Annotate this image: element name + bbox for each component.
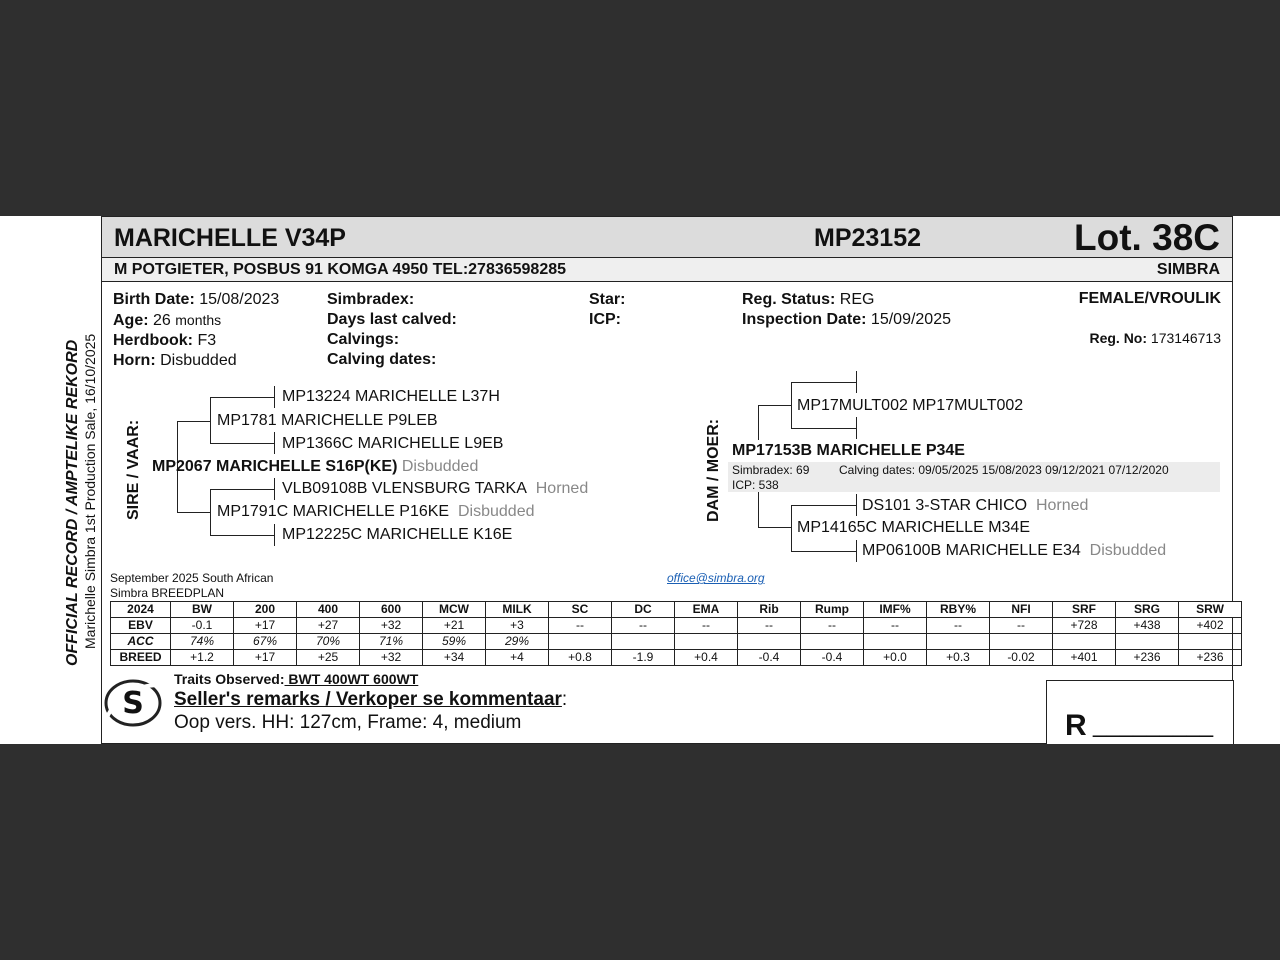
details-col-2 xyxy=(327,290,457,370)
bottom-border xyxy=(101,743,1047,744)
ebv-cell: 74% xyxy=(171,634,234,650)
ebv-cell xyxy=(1179,634,1242,650)
ebv-cell: +0.8 xyxy=(549,650,612,666)
ebv-cell: +236 xyxy=(1179,650,1242,666)
sire-dam-row xyxy=(217,503,535,521)
ebv-column-header: DC xyxy=(612,602,675,618)
ebv-row xyxy=(111,634,1242,650)
official-record-title: OFFICIAL RECORD / AMPTELIKE REKORD xyxy=(64,339,81,666)
ebv-cell: -- xyxy=(927,618,990,634)
reg-no-label: Reg. No: xyxy=(1089,330,1148,346)
ebv-cell xyxy=(549,634,612,650)
ebv-cell: 59% xyxy=(423,634,486,650)
ebv-cell: +25 xyxy=(297,650,360,666)
ebv-header-row xyxy=(111,602,1242,618)
breedplan-line-2: Simbra BREEDPLAN xyxy=(110,586,225,600)
price-box xyxy=(1046,680,1234,744)
dam-grandsire-4-horn: Disbudded xyxy=(1089,542,1167,559)
ebv-cell: +401 xyxy=(1053,650,1116,666)
dam-tree-line xyxy=(791,428,857,429)
sire-tree-line xyxy=(177,421,211,422)
ebv-cell: +0.4 xyxy=(675,650,738,666)
ebv-cell: +0.0 xyxy=(864,650,927,666)
ebv-column-header: SRG xyxy=(1116,602,1179,618)
ebv-cell xyxy=(612,634,675,650)
ebv-cell: +17 xyxy=(234,618,297,634)
simbra-logo xyxy=(102,675,164,731)
ebv-cell: -0.4 xyxy=(738,650,801,666)
dam-info-box xyxy=(728,462,1220,492)
sire-dam: MP1791C MARICHELLE P16KE xyxy=(217,503,450,520)
ebv-cell: -0.02 xyxy=(990,650,1053,666)
reg-no xyxy=(1089,330,1221,346)
ebv-row-label: EBV xyxy=(111,618,171,634)
ebv-column-header: BW xyxy=(171,602,234,618)
horn-label: Horn: xyxy=(113,352,156,369)
sire-label: SIRE / VAAR: xyxy=(125,419,142,520)
price-blank-line[interactable]: _________ xyxy=(1093,711,1214,738)
inspection-date-label: Inspection Date: xyxy=(742,311,867,328)
ebv-cell: +34 xyxy=(423,650,486,666)
ebv-column-header: SRW xyxy=(1179,602,1242,618)
animal-id: MP23152 xyxy=(814,224,922,252)
traits-label: Traits Observed: xyxy=(174,671,285,687)
lot-card xyxy=(0,216,1280,744)
ebv-cell: -- xyxy=(612,618,675,634)
dam-tree-line xyxy=(791,382,857,383)
ebv-cell: 70% xyxy=(297,634,360,650)
ebv-column-header: NFI xyxy=(990,602,1053,618)
ebv-cell xyxy=(1116,634,1179,650)
horn-value: Disbudded xyxy=(160,352,237,369)
ebv-cell: +32 xyxy=(360,650,423,666)
ebv-cell: +17 xyxy=(234,650,297,666)
owner-line: M POTGIETER, POSBUS 91 KOMGA 4950 TEL:27836598285 xyxy=(114,261,567,278)
dam-tree-line xyxy=(791,551,857,552)
traits-value: BWT 400WT 600WT xyxy=(284,671,419,687)
ebv-cell xyxy=(990,634,1053,650)
sire-horn: Disbudded xyxy=(401,458,479,475)
remarks-colon: : xyxy=(561,689,568,710)
animal-name: MARICHELLE V34P xyxy=(114,224,346,252)
sire-tree-line xyxy=(274,524,275,546)
ebv-cell: +438 xyxy=(1116,618,1179,634)
dam-tree-line xyxy=(758,527,792,528)
reg-status-label: Reg. Status: xyxy=(742,291,836,308)
sire-tree-line xyxy=(210,397,275,398)
ebv-column-header: MCW xyxy=(423,602,486,618)
ebv-cell: -- xyxy=(675,618,738,634)
svg-text:S: S xyxy=(122,686,144,721)
ebv-cell: +236 xyxy=(1116,650,1179,666)
days-last-calved-label: Days last calved: xyxy=(327,311,457,328)
ebv-cell xyxy=(801,634,864,650)
dam-simbradex: Simbradex: 69 xyxy=(732,463,810,477)
ebv-cell: -- xyxy=(738,618,801,634)
ebv-cell: +0.3 xyxy=(927,650,990,666)
dam-tree-line xyxy=(856,540,857,562)
sire-grandsire-3: VLB09108B VLENSBURG TARKA xyxy=(282,480,527,497)
age-unit: months xyxy=(175,312,222,328)
ebv-cell: +3 xyxy=(486,618,549,634)
ebv-row xyxy=(111,618,1242,634)
ebv-row-label: ACC xyxy=(111,634,171,650)
sire-tree-line xyxy=(210,443,275,444)
star-label: Star: xyxy=(589,291,626,308)
dam-tree-line xyxy=(758,405,759,440)
ebv-row xyxy=(111,650,1242,666)
ebv-cell: 29% xyxy=(486,634,549,650)
inspection-date-value: 15/09/2025 xyxy=(870,311,951,328)
ebv-cell: +402 xyxy=(1179,618,1242,634)
ebv-cell: 71% xyxy=(360,634,423,650)
breed-label: SIMBRA xyxy=(1156,261,1220,278)
ebv-cell: -- xyxy=(990,618,1053,634)
ebv-cell: +728 xyxy=(1053,618,1116,634)
sire-tree-line xyxy=(210,397,211,443)
sire-grandsire-3-row xyxy=(282,480,588,498)
remarks-text: Oop vers. HH: 127cm, Frame: 4, medium xyxy=(174,712,522,733)
ebv-column-header: RBY% xyxy=(927,602,990,618)
ebv-table xyxy=(110,601,1242,666)
ebv-row-label: BREED xyxy=(111,650,171,666)
ebv-column-header: 600 xyxy=(360,602,423,618)
owner-bar xyxy=(101,258,1233,282)
dam-grandsire-4-row xyxy=(862,542,1166,560)
dam-grandsire-4: MP06100B MARICHELLE E34 xyxy=(862,542,1081,559)
herdbook-value: F3 xyxy=(197,332,217,349)
sire-grandsire-2: MP1366C MARICHELLE L9EB xyxy=(282,435,504,452)
ebv-cell: +21 xyxy=(423,618,486,634)
dam-tree-line xyxy=(758,405,792,406)
simbra-logo-icon xyxy=(102,675,164,731)
birth-date-label: Birth Date: xyxy=(113,291,195,308)
details-col-4 xyxy=(742,290,951,330)
email-link[interactable]: office@simbra.org xyxy=(667,571,765,585)
dam-grandsire-3-row xyxy=(862,497,1088,515)
sire-name-row xyxy=(152,458,478,476)
ebv-cell: -- xyxy=(801,618,864,634)
ebv-cell: +32 xyxy=(360,618,423,634)
ebv-column-header: MILK xyxy=(486,602,549,618)
ebv-column-header: SC xyxy=(549,602,612,618)
age-label: Age: xyxy=(113,312,149,329)
age-value: 26 xyxy=(153,312,171,329)
sire-tree-line xyxy=(210,489,211,535)
ebv-cell: +4 xyxy=(486,650,549,666)
ebv-cell xyxy=(738,634,801,650)
breedplan-caption xyxy=(110,571,273,601)
ebv-column-header: Rump xyxy=(801,602,864,618)
ebv-cell: +1.2 xyxy=(171,650,234,666)
icp-label: ICP: xyxy=(589,311,621,328)
ebv-cell xyxy=(927,634,990,650)
price-r-label: R xyxy=(1065,709,1087,742)
ebv-cell xyxy=(1053,634,1116,650)
remarks-label: Seller's remarks / Verkoper se kommentaar xyxy=(174,689,562,710)
ebv-column-header: 200 xyxy=(234,602,297,618)
dam-grandsire-3-horn: Horned xyxy=(1035,497,1089,514)
sire-tree-line xyxy=(210,489,275,490)
reg-no-value: 173146713 xyxy=(1150,330,1221,346)
dam-grandsire-3: DS101 3-STAR CHICO xyxy=(862,497,1028,514)
sale-subtitle: Marichelle Simbra 1st Production Sale, 16/10/2025 xyxy=(82,333,98,649)
reg-status-value: REG xyxy=(839,291,875,308)
details-col-3 xyxy=(589,290,625,330)
sire-grandsire-1: MP13224 MARICHELLE L37H xyxy=(282,388,500,405)
ebv-cell: 67% xyxy=(234,634,297,650)
sire-sire: MP1781 MARICHELLE P9LEB xyxy=(217,412,438,429)
ebv-cell: +27 xyxy=(297,618,360,634)
lot-number: Lot. 38C xyxy=(1074,217,1220,258)
remarks-heading xyxy=(174,689,567,711)
dam-tree-line xyxy=(791,505,857,506)
dam-icp: ICP: 538 xyxy=(732,478,779,492)
sire-tree-line xyxy=(210,535,275,536)
sex-label: FEMALE/VROULIK xyxy=(1078,290,1221,307)
ebv-cell xyxy=(675,634,738,650)
ebv-cell: -1.9 xyxy=(612,650,675,666)
details-col-1 xyxy=(113,290,279,371)
ebv-column-header: 2024 xyxy=(111,602,171,618)
ebv-column-header: IMF% xyxy=(864,602,927,618)
breedplan-line-1: September 2025 South African xyxy=(110,571,274,585)
sire-tree-line xyxy=(274,432,275,454)
ebv-column-header: Rib xyxy=(738,602,801,618)
ebv-column-header: 400 xyxy=(297,602,360,618)
sire-grandsire-3-horn: Horned xyxy=(535,480,589,497)
sire-name: MP2067 MARICHELLE S16P(KE) xyxy=(152,458,398,475)
traits-row xyxy=(174,671,418,687)
ebv-cell: -0.4 xyxy=(801,650,864,666)
dam-dam: MP14165C MARICHELLE M34E xyxy=(797,519,1030,536)
dam-name: MP17153B MARICHELLE P34E xyxy=(732,442,965,459)
ebv-cell: -- xyxy=(864,618,927,634)
ebv-column-header: EMA xyxy=(675,602,738,618)
ebv-cell: -- xyxy=(549,618,612,634)
ebv-cell: -0.1 xyxy=(171,618,234,634)
simbradex-label: Simbradex: xyxy=(327,291,415,308)
calvings-label: Calvings: xyxy=(327,331,400,348)
dam-tree-line xyxy=(856,417,857,439)
dam-tree-line xyxy=(791,505,792,551)
sire-grandsire-4: MP12225C MARICHELLE K16E xyxy=(282,526,513,543)
dam-calving-dates: Calving dates: 09/05/2025 15/08/2023 09/12/2021 07/12/2020 xyxy=(839,463,1169,477)
left-border xyxy=(101,680,102,744)
dam-label: DAM / MOER: xyxy=(705,418,722,522)
dam-tree-line xyxy=(758,492,759,528)
dam-sire: MP17MULT002 MP17MULT002 xyxy=(797,397,1024,414)
title-bar xyxy=(101,216,1233,258)
calving-dates-label: Calving dates: xyxy=(327,351,437,368)
ebv-cell xyxy=(864,634,927,650)
ebv-column-header: SRF xyxy=(1053,602,1116,618)
herdbook-label: Herdbook: xyxy=(113,332,193,349)
sire-tree-line xyxy=(177,512,211,513)
birth-date-value: 15/08/2023 xyxy=(199,291,280,308)
sire-dam-horn: Disbudded xyxy=(458,503,535,520)
